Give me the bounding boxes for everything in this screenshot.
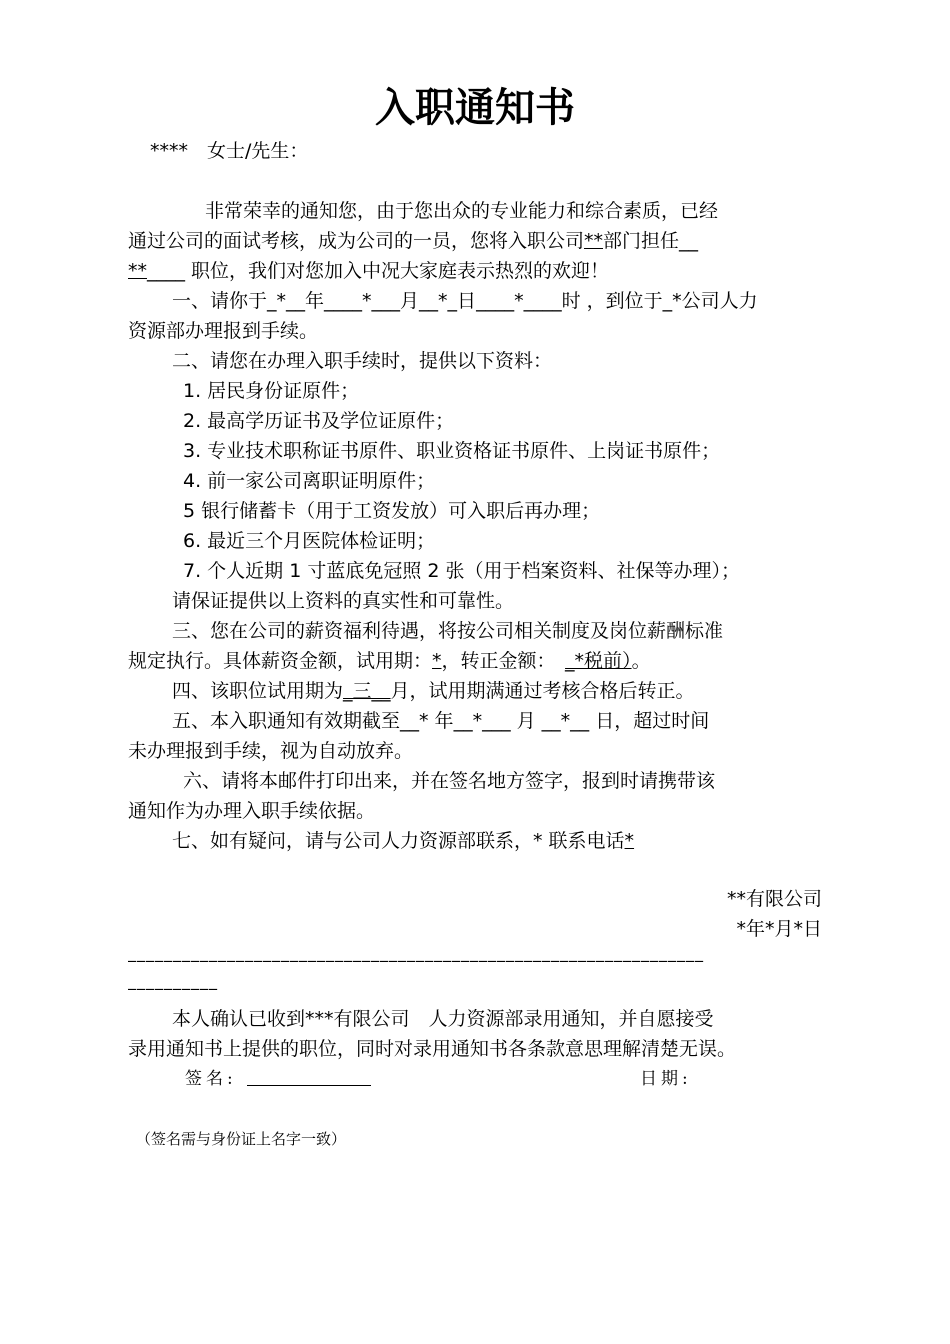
signature-label: 签名: (185, 1069, 237, 1089)
position-blank: ** (128, 260, 147, 282)
section-3-line-2 (128, 648, 651, 674)
day-blank: __*_ (419, 290, 458, 312)
section-1-line-2: 资源部办理报到手续。 (128, 320, 319, 342)
s1-text: 年 (305, 290, 325, 312)
signature-line (247, 1067, 371, 1086)
expiry-month-blank: __*___ (453, 710, 511, 732)
s1-text: 时 ，到位于 (561, 290, 663, 312)
document-list-item: 1. 居民身份证原件； (183, 380, 360, 402)
document-list-item: 5 银行储蓄卡（用于工资发放）可入职后再办理； (183, 500, 601, 522)
expiry-year-blank: __* (400, 710, 429, 732)
s5-text: 月 (510, 710, 542, 732)
section-6-line-1: 六、请将本邮件打印出来，并在签名地方签字，报到时请携带该 (183, 770, 716, 792)
location-blank: _* (662, 290, 682, 312)
section-2-footer: 请保证提供以上资料的真实性和可靠性。 (172, 590, 515, 612)
s7-text: 七、如有疑问，请与公司人力资源部联系，* 联系电话 (172, 830, 625, 852)
document-title: 入职通知书 (375, 85, 575, 131)
position-blank-end: ____ (147, 260, 185, 282)
section-6-line-2: 通知作为办理入职手续依据。 (128, 800, 376, 822)
s3-text: 。 (631, 650, 651, 672)
s5-text: 五、本入职通知有效期截至 (172, 710, 401, 732)
document-list-item: 2. 最高学历证书及学位证原件； (183, 410, 455, 432)
intro-line-3 (128, 258, 609, 284)
s1-text: 月 (400, 290, 420, 312)
s1-text: 一、请你于 (172, 290, 268, 312)
section-2-heading: 二、请您在办理入职手续时，提供以下资料： (172, 350, 553, 372)
date-field-label: 日期: (640, 1069, 692, 1089)
intro-line-1: 非常荣幸的通知您，由于您出众的专业能力和综合素质，已经 (205, 200, 719, 222)
section-5-line-1 (172, 708, 709, 734)
confirmation-line-1: 本人确认已收到***有限公司 人力资源部录用通知，并自愿接受 (172, 1008, 714, 1030)
s5-text: 年 (428, 710, 454, 732)
signature-note: （签名需与身份证上名字一致） (136, 1130, 347, 1148)
section-3-line-1: 三、您在公司的薪资福利待遇，将按公司相关制度及岗位薪酬标准 (172, 620, 724, 642)
issue-date: *年*月*日 (736, 918, 822, 940)
s3-text: ，转正金额： (441, 650, 547, 672)
s1-text: 日 (457, 290, 477, 312)
position-blank-start: __ (679, 230, 699, 252)
intro-text: 部门担任 (603, 230, 680, 252)
document-list-item: 3. 专业技术职称证书原件、职业资格证书原件、上岗证书原件； (183, 440, 721, 462)
expiry-day-blank: __*__ (541, 710, 590, 732)
intro-text: 通过公司的面试考核，成为公司的一员，您将入职公司 (128, 230, 585, 252)
intro-text: 职位，我们对您加入中况大家庭表示热烈的欢迎！ (191, 260, 610, 282)
company-signature: **有限公司 (726, 888, 822, 910)
s5-text: 日，超过时间 (589, 710, 710, 732)
probation-salary-blank: * (432, 650, 442, 672)
document-list-item: 4. 前一家公司离职证明原件； (183, 470, 436, 492)
document-list-item: 7. 个人近期 1 寸蓝底免冠照 2 张（用于档案资料、社保等办理）； (183, 560, 741, 582)
hour-blank: ____*____ (476, 290, 562, 312)
department-blank: ** (584, 230, 604, 252)
s1-text: 公司人力 (681, 290, 758, 312)
phone-blank: * (624, 830, 635, 852)
confirmation-line-2: 录用通知书上提供的职位，同时对录用通知书各条款意思理解清楚无误。 (128, 1038, 737, 1060)
tear-line-continued: __________ (128, 971, 218, 990)
s3-text: 规定执行。具体薪资金额，试用期： (128, 650, 433, 672)
section-5-line-2: 未办理报到手续，视为自动放弃。 (128, 740, 414, 762)
signature-field (185, 1066, 371, 1092)
probation-period-blank: _三__ (343, 680, 391, 702)
s4-text: 四、该职位试用期为 (172, 680, 344, 702)
year-blank: _*__ (267, 290, 306, 312)
intro-line-2 (128, 228, 698, 254)
section-4-line (172, 678, 695, 704)
s4-text: 月，试用期满通过考核合格后转正。 (390, 680, 695, 702)
section-1-line-1 (172, 288, 758, 314)
section-7-line (172, 828, 634, 854)
month-blank: ____*___ (324, 290, 401, 312)
regular-salary-blank: _*税前） (565, 650, 632, 672)
document-list-item: 6. 最近三个月医院体检证明； (183, 530, 436, 552)
salutation: **** 女士/先生： (150, 140, 309, 162)
tear-line: ________________________________________________________________ (128, 943, 704, 962)
